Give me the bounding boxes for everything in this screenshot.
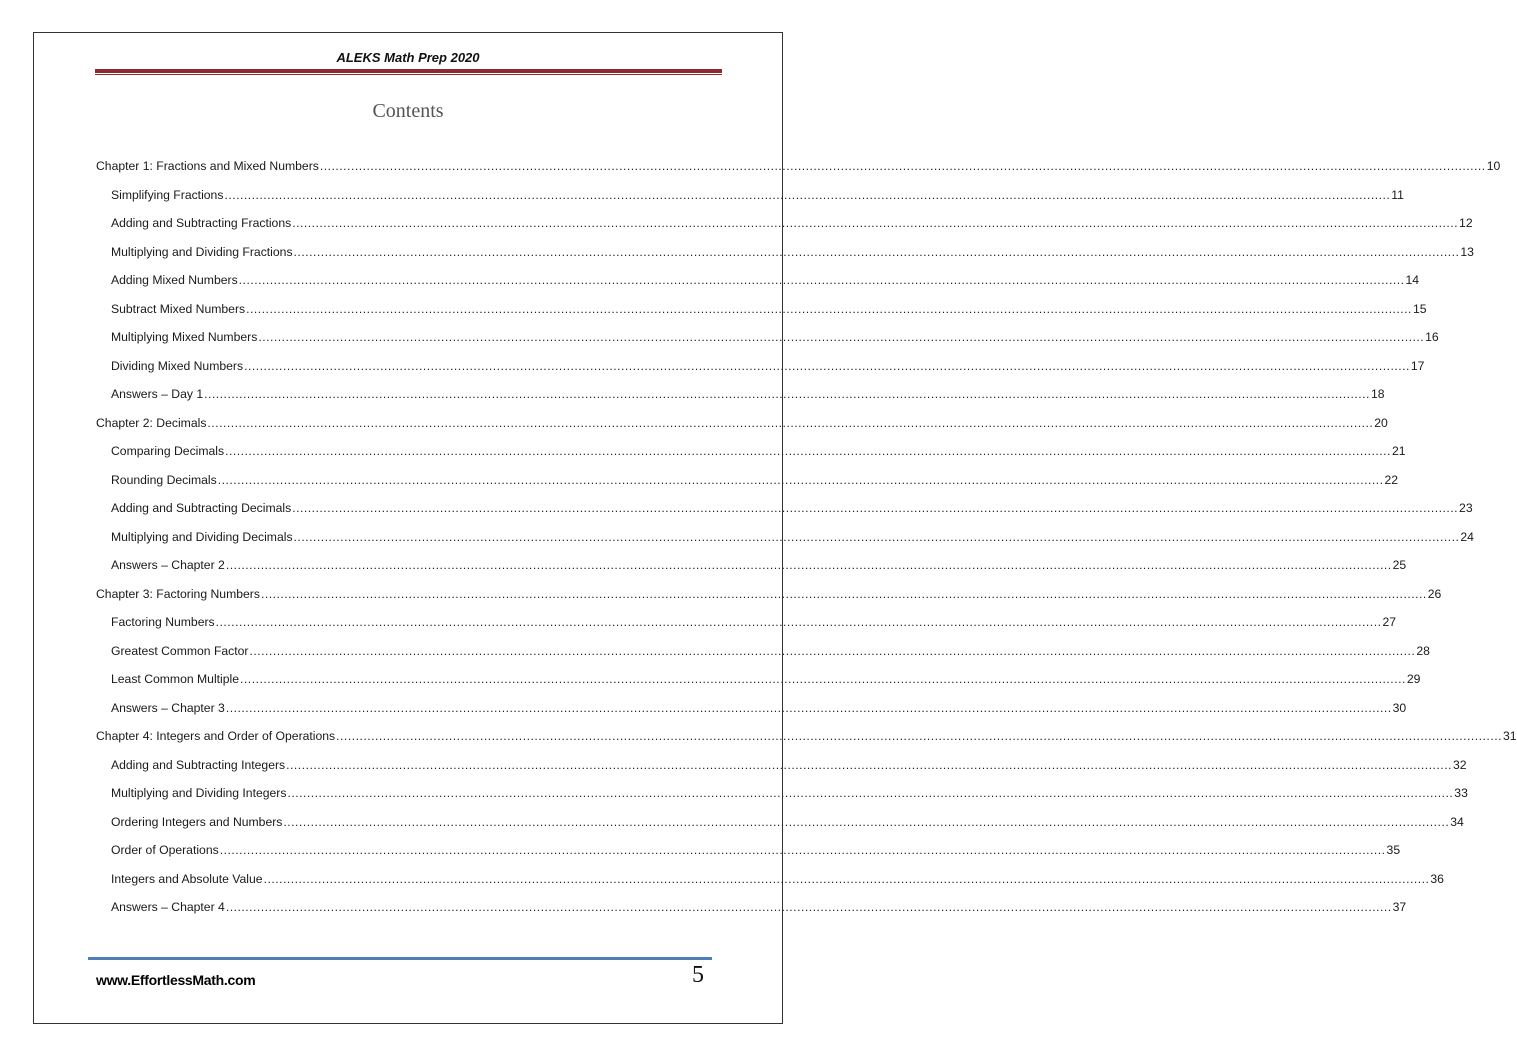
toc-dot-leader: ............................................................................................................................................................................................................................................................................................................ bbox=[292, 216, 1459, 230]
toc-entry-label: Answers – Day 1 bbox=[111, 387, 204, 401]
toc-dot-leader: ............................................................................................................................................................................................................................................................................................................ bbox=[215, 615, 1382, 629]
toc-entry-page: 28 bbox=[1416, 643, 1430, 658]
toc-entry-page: 21 bbox=[1391, 444, 1406, 458]
toc-entry-page: 10 bbox=[1486, 159, 1501, 173]
toc-entry-label: Chapter 4: Integers and Order of Operations bbox=[96, 729, 336, 743]
toc-dot-leader: ............................................................................................................................................................................................................................................................................................................ bbox=[238, 273, 1405, 287]
toc-dot-leader: ............................................................................................................................................................................................................................................................................................................ bbox=[225, 444, 1391, 458]
toc-chapter-entry[interactable] bbox=[96, 586, 1442, 605]
toc-entry-label: Subtract Mixed Numbers bbox=[111, 301, 246, 316]
toc-entry-label: Multiplying Mixed Numbers bbox=[111, 330, 258, 344]
toc-section-entry[interactable] bbox=[111, 843, 1401, 861]
toc-entry-label: Greatest Common Factor bbox=[111, 643, 249, 658]
toc-dot-leader: ............................................................................................................................................................................................................................................................................................................ bbox=[225, 700, 1392, 715]
header-title: ALEKS Math Prep 2020 bbox=[336, 50, 480, 65]
toc-dot-leader: ............................................................................................................................................................................................................................................................................................................ bbox=[283, 814, 1450, 829]
toc-entry-page: 22 bbox=[1384, 472, 1399, 487]
toc-dot-leader: ............................................................................................................................................................................................................................................................................................................ bbox=[286, 757, 1452, 772]
toc-entry-label: Comparing Decimals bbox=[111, 444, 225, 458]
header-rule-thin bbox=[95, 74, 722, 75]
toc-entry-page: 11 bbox=[1391, 187, 1404, 202]
toc-entry-page: 32 bbox=[1452, 757, 1467, 772]
toc-section-entry[interactable] bbox=[111, 187, 1404, 206]
page-number: 5 bbox=[692, 962, 704, 988]
toc-entry-page: 15 bbox=[1412, 301, 1427, 316]
toc-entry-page: 27 bbox=[1382, 615, 1397, 629]
toc-entry-label: Integers and Absolute Value bbox=[111, 871, 263, 886]
toc-dot-leader: ............................................................................................................................................................................................................................................................................................................ bbox=[219, 843, 1386, 857]
toc-entry-page: 24 bbox=[1460, 529, 1474, 544]
toc-dot-leader: ............................................................................................................................................................................................................................................................................................................ bbox=[225, 558, 1392, 572]
toc-section-entry[interactable] bbox=[111, 786, 1468, 804]
toc-entry-label: Multiplying and Dividing Fractions bbox=[111, 244, 293, 259]
toc-entry-label: Chapter 3: Factoring Numbers bbox=[96, 586, 260, 601]
toc-entry-page: 12 bbox=[1459, 216, 1473, 230]
toc-section-entry[interactable] bbox=[111, 358, 1425, 377]
toc-entry-page: 35 bbox=[1386, 843, 1401, 857]
toc-entry-page: 36 bbox=[1430, 871, 1444, 886]
toc-entry-label: Simplifying Fractions bbox=[111, 187, 224, 202]
toc-entry-label: Rounding Decimals bbox=[111, 472, 217, 487]
toc-section-entry[interactable] bbox=[111, 301, 1427, 320]
contents-title: Contents bbox=[372, 100, 444, 122]
toc-dot-leader: ............................................................................................................................................................................................................................................................................................................ bbox=[260, 586, 1427, 601]
toc-chapter-entry[interactable] bbox=[96, 159, 1501, 177]
toc-dot-leader: ............................................................................................................................................................................................................................................................................................................ bbox=[249, 643, 1416, 658]
toc-entry-page: 30 bbox=[1392, 700, 1407, 715]
toc-section-entry[interactable] bbox=[111, 814, 1464, 833]
toc-entry-label: Factoring Numbers bbox=[111, 615, 215, 629]
footer-rule bbox=[88, 957, 712, 960]
toc-entry-page: 18 bbox=[1370, 387, 1385, 401]
toc-entry-label: Answers – Chapter 4 bbox=[111, 900, 225, 914]
toc-dot-leader: ............................................................................................................................................................................................................................................................................................................ bbox=[292, 501, 1459, 515]
toc-section-entry[interactable] bbox=[111, 273, 1420, 291]
toc-entry-page: 29 bbox=[1406, 672, 1421, 686]
header-rule bbox=[95, 69, 722, 73]
toc-entry-page: 17 bbox=[1410, 358, 1425, 373]
toc-section-entry[interactable] bbox=[111, 472, 1399, 491]
toc-dot-leader: ............................................................................................................................................................................................................................................................................................................ bbox=[258, 330, 1425, 344]
toc-entry-page: 23 bbox=[1459, 501, 1473, 515]
footer-url[interactable]: www.EffortlessMath.com bbox=[96, 972, 256, 988]
toc-entry-label: Answers – Chapter 3 bbox=[111, 700, 225, 715]
toc-entry-label: Order of Operations bbox=[111, 843, 219, 857]
toc-entry-label: Answers – Chapter 2 bbox=[111, 558, 225, 572]
toc-entry-label: Dividing Mixed Numbers bbox=[111, 358, 244, 373]
toc-dot-leader: ............................................................................................................................................................................................................................................................................................................ bbox=[204, 387, 1370, 401]
toc-entry-page: 31 bbox=[1502, 729, 1517, 743]
toc-entry-label: Multiplying and Dividing Decimals bbox=[111, 529, 293, 544]
toc-section-entry[interactable] bbox=[111, 672, 1421, 690]
toc-entry-page: 16 bbox=[1425, 330, 1439, 344]
toc-section-entry[interactable] bbox=[111, 558, 1407, 576]
toc-dot-leader: ............................................................................................................................................................................................................................................................................................................ bbox=[240, 672, 1406, 686]
toc-entry-page: 14 bbox=[1405, 273, 1420, 287]
toc-section-entry[interactable] bbox=[111, 643, 1430, 662]
toc-section-entry[interactable] bbox=[111, 444, 1406, 462]
toc-section-entry[interactable] bbox=[111, 757, 1467, 776]
toc-section-entry[interactable] bbox=[111, 330, 1439, 348]
toc-chapter-entry[interactable] bbox=[96, 729, 1517, 747]
toc-dot-leader: ............................................................................................................................................................................................................................................................................................................ bbox=[224, 187, 1391, 202]
toc-entry-page: 33 bbox=[1454, 786, 1468, 800]
toc-chapter-entry[interactable] bbox=[96, 415, 1388, 434]
toc-dot-leader: ............................................................................................................................................................................................................................................................................................................ bbox=[319, 159, 1486, 173]
toc-entry-label: Chapter 1: Fractions and Mixed Numbers bbox=[96, 159, 319, 173]
toc-section-entry[interactable] bbox=[111, 501, 1473, 519]
toc-dot-leader: ............................................................................................................................................................................................................................................................................................................ bbox=[217, 472, 1384, 487]
toc-entry-page: 26 bbox=[1427, 586, 1442, 601]
toc-dot-leader: ............................................................................................................................................................................................................................................................................................................ bbox=[293, 529, 1460, 544]
toc-entry-page: 20 bbox=[1374, 415, 1388, 430]
toc-entry-label: Adding and Subtracting Fractions bbox=[111, 216, 292, 230]
toc-section-entry[interactable] bbox=[111, 529, 1474, 548]
toc-dot-leader: ............................................................................................................................................................................................................................................................................................................ bbox=[246, 301, 1412, 316]
toc-dot-leader: ............................................................................................................................................................................................................................................................................................................ bbox=[287, 786, 1454, 800]
toc-dot-leader: ............................................................................................................................................................................................................................................................................................................ bbox=[244, 358, 1410, 373]
toc-section-entry[interactable] bbox=[111, 244, 1474, 263]
toc-section-entry[interactable] bbox=[111, 615, 1397, 633]
toc-entry-label: Adding and Subtracting Decimals bbox=[111, 501, 292, 515]
toc-section-entry[interactable] bbox=[111, 871, 1444, 890]
toc-entry-label: Least Common Multiple bbox=[111, 672, 240, 686]
toc-dot-leader: ............................................................................................................................................................................................................................................................................................................ bbox=[225, 900, 1392, 914]
toc-entry-label: Chapter 2: Decimals bbox=[96, 415, 207, 430]
toc-section-entry[interactable] bbox=[111, 216, 1473, 234]
toc-entry-page: 25 bbox=[1392, 558, 1407, 572]
toc-entry-label: Multiplying and Dividing Integers bbox=[111, 786, 287, 800]
toc-dot-leader: ............................................................................................................................................................................................................................................................................................................ bbox=[293, 244, 1460, 259]
toc-dot-leader: ............................................................................................................................................................................................................................................................................................................ bbox=[336, 729, 1502, 743]
toc-entry-page: 37 bbox=[1392, 900, 1407, 914]
toc-dot-leader: ............................................................................................................................................................................................................................................................................................................ bbox=[263, 871, 1430, 886]
toc-entry-label: Adding and Subtracting Integers bbox=[111, 757, 286, 772]
toc-section-entry[interactable] bbox=[111, 900, 1407, 918]
toc-entry-label: Ordering Integers and Numbers bbox=[111, 814, 283, 829]
toc-section-entry[interactable] bbox=[111, 387, 1385, 405]
toc-entry-label: Adding Mixed Numbers bbox=[111, 273, 238, 287]
toc-dot-leader: ............................................................................................................................................................................................................................................................................................................ bbox=[207, 415, 1374, 430]
toc-entry-page: 13 bbox=[1460, 244, 1474, 259]
toc-entry-page: 34 bbox=[1450, 814, 1464, 829]
toc-section-entry[interactable] bbox=[111, 700, 1407, 719]
